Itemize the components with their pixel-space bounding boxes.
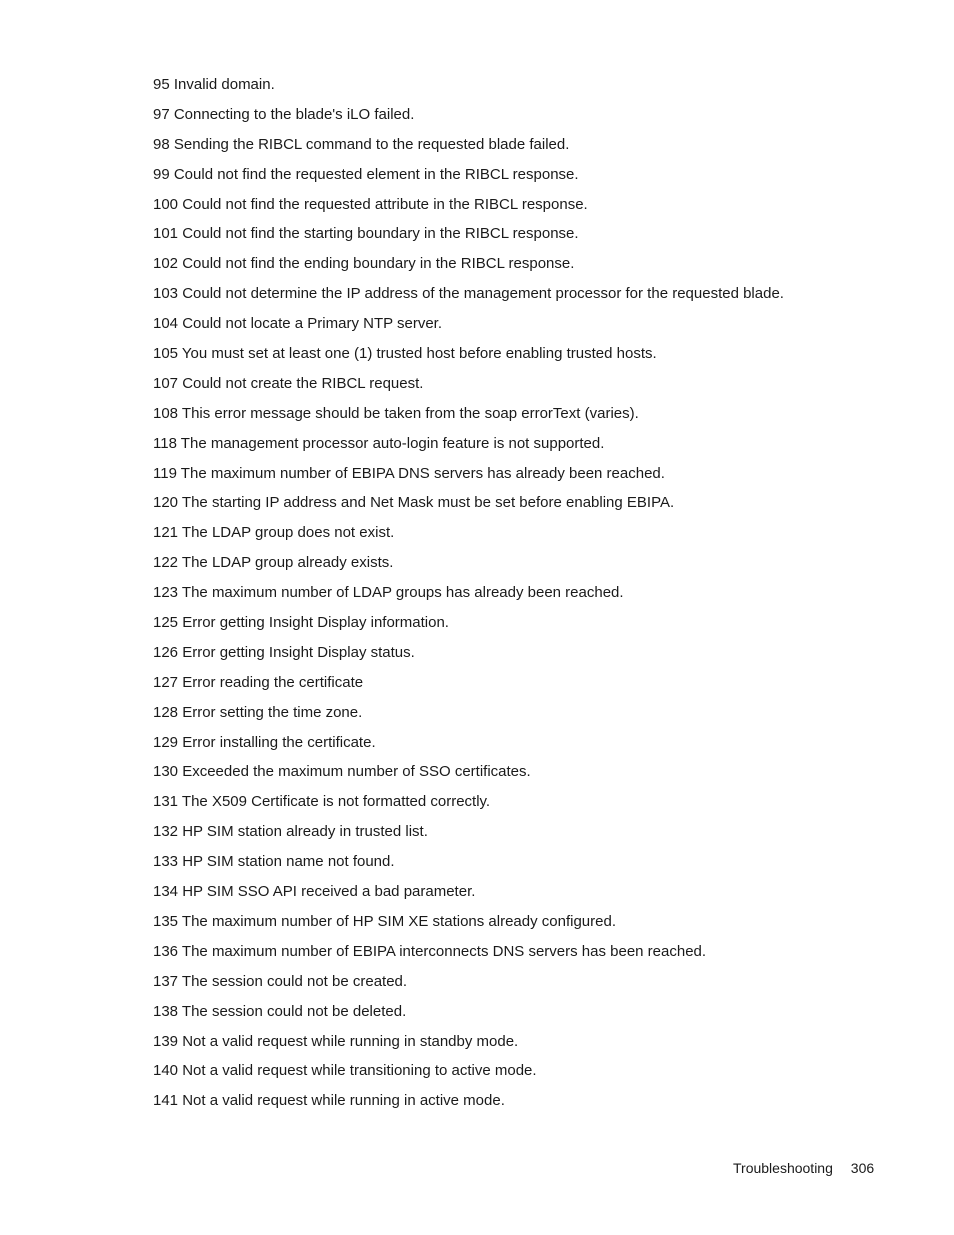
error-code-item: 129 Error installing the certificate. [153,733,376,751]
error-code-item: 108 This error message should be taken from the soap errorText (varies). [153,404,639,422]
error-code-item: 95 Invalid domain. [153,76,275,93]
error-code-item: 130 Exceeded the maximum number of SSO certificates. [153,763,531,781]
error-code-item: 125 Error getting Insight Display information. [153,614,449,632]
error-code-item: 136 The maximum number of EBIPA interconnects DNS servers has been reached. [153,942,707,960]
error-code-item: 122 The LDAP group already exists. [153,554,394,572]
error-code-item: 128 Error setting the time zone. [153,703,363,721]
error-code-item: 133 HP SIM station name not found. [153,853,395,871]
error-code-item: 119 The maximum number of EBIPA DNS servers has already been reached. [153,464,665,482]
error-code-item: 118 The management processor auto-login feature is not supported. [153,434,605,452]
error-code-item: 140 Not a valid request while transitioning to active mode. [153,1062,537,1080]
error-code-item: 135 The maximum number of HP SIM XE stations already configured. [153,912,617,930]
error-code-item: 127 Error reading the certificate [153,673,364,691]
error-code-item: 126 Error getting Insight Display status. [153,643,415,661]
error-code-item: 121 The LDAP group does not exist. [153,524,395,542]
error-code-item: 104 Could not locate a Primary NTP server. [153,315,443,333]
error-code-item: 123 The maximum number of LDAP groups has already been reached. [153,584,624,602]
error-code-item: 105 You must set at least one (1) trusted host before enabling trusted hosts. [153,345,657,363]
error-code-item: 141 Not a valid request while running in active mode. [153,1092,505,1110]
error-code-item: 97 Connecting to the blade's iLO failed. [153,105,415,123]
page-footer [733,1158,874,1178]
error-code-list [153,75,784,1121]
error-code-item: 100 Could not find the requested attribute in the RIBCL response. [153,195,588,213]
error-code-item: 120 The starting IP address and Net Mask must be set before enabling EBIPA. [153,494,675,512]
error-code-item: 138 The session could not be deleted. [153,1002,407,1020]
error-code-item: 137 The session could not be created. [153,972,408,990]
error-code-item: 131 The X509 Certificate is not formatted correctly. [153,793,491,811]
error-code-item: 134 HP SIM SSO API received a bad parameter. [153,883,476,901]
error-code-item: 101 Could not find the starting boundary in the RIBCL response. [153,225,579,243]
error-code-item: 102 Could not find the ending boundary in the RIBCL response. [153,255,575,273]
error-code-item: 107 Could not create the RIBCL request. [153,374,424,392]
error-code-item: 132 HP SIM station already in trusted list. [153,823,428,841]
error-code-item: 99 Could not find the requested element in the RIBCL response. [153,165,579,183]
error-code-item: 98 Sending the RIBCL command to the requested blade failed. [153,135,570,153]
footer-section-title: Troubleshooting [733,1160,833,1176]
page-number: 306 [850,1160,875,1176]
error-code-item: 103 Could not determine the IP address of the management processor for the requested blade. [153,285,784,303]
error-code-item: 139 Not a valid request while running in standby mode. [153,1032,519,1050]
